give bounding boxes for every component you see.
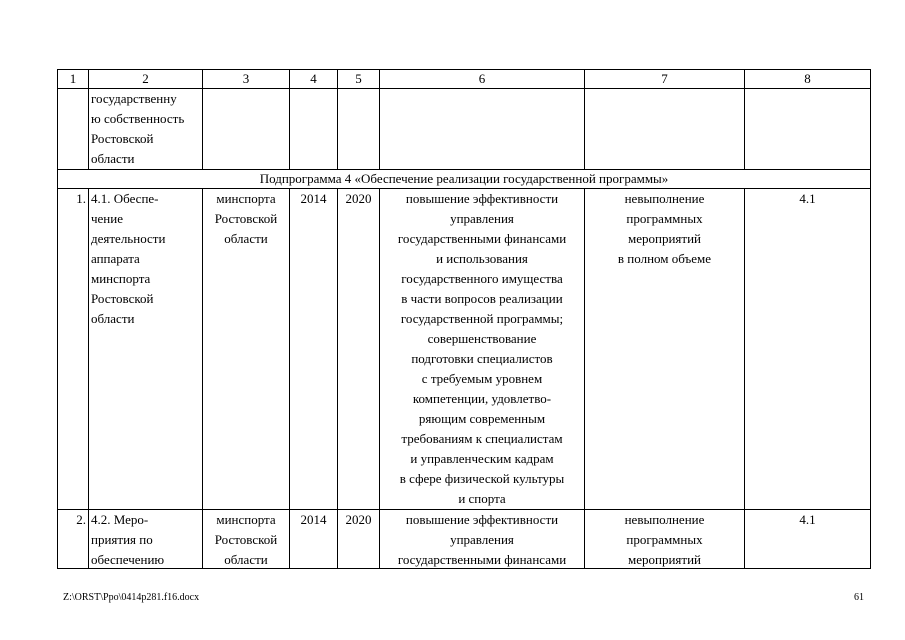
name-cell bbox=[89, 89, 203, 170]
cell-line: и управленческим кадрам bbox=[410, 451, 554, 466]
cell-line: с требуемым уровнем bbox=[421, 371, 543, 386]
page-number: 61 bbox=[854, 592, 864, 603]
cell-line: совершенствование bbox=[427, 331, 537, 346]
continuation-row bbox=[58, 89, 871, 170]
cell-line: минспорта bbox=[91, 271, 151, 286]
cell-line: мероприятий bbox=[628, 231, 701, 246]
cell-line: мероприятий bbox=[628, 552, 701, 567]
table-row bbox=[58, 189, 871, 510]
table-cell bbox=[338, 89, 380, 170]
table-cell bbox=[380, 89, 585, 170]
table-cell bbox=[203, 89, 290, 170]
cell-line: Ростовской bbox=[91, 291, 154, 306]
cell-line: государственной программы; bbox=[400, 311, 564, 326]
cell-line: управления bbox=[450, 211, 514, 226]
table-cell bbox=[745, 89, 871, 170]
cell-line: повышение эффективности bbox=[405, 512, 559, 527]
header-row bbox=[58, 70, 871, 89]
cell-line: программных bbox=[626, 211, 703, 226]
cell-line: ряющим современным bbox=[418, 411, 546, 426]
cell-line: и спорта bbox=[458, 491, 506, 506]
cell-line: минспорта bbox=[216, 191, 276, 206]
consequence-cell bbox=[585, 189, 745, 510]
table-cell bbox=[585, 89, 745, 170]
subprogram-title: Подпрограмма 4 «Обеспечение реализации государственной программы» bbox=[58, 170, 871, 189]
cell-line: управления bbox=[450, 532, 514, 547]
program-table bbox=[57, 69, 871, 569]
cell-line: невыполнение bbox=[624, 512, 705, 527]
cell-line: области bbox=[91, 151, 135, 166]
cell-line: государственными финансами bbox=[397, 552, 567, 567]
row-number: 2. bbox=[58, 510, 89, 569]
end-year: 2020 bbox=[338, 189, 380, 510]
cell-line: Ростовской bbox=[214, 211, 278, 226]
row-number: 1. bbox=[58, 189, 89, 510]
result-cell bbox=[380, 189, 585, 510]
result-cell bbox=[380, 510, 585, 569]
consequence-cell bbox=[585, 510, 745, 569]
name-cell bbox=[89, 189, 203, 510]
header-cell: 2 bbox=[89, 70, 203, 89]
header-cell: 1 bbox=[58, 70, 89, 89]
subprogram-row bbox=[58, 170, 871, 189]
header-cell: 7 bbox=[585, 70, 745, 89]
name-cell bbox=[89, 510, 203, 569]
indicator-link: 4.1 bbox=[745, 510, 871, 569]
header-cell: 3 bbox=[203, 70, 290, 89]
header-cell: 6 bbox=[380, 70, 585, 89]
cell-line: 4.2. Меро- bbox=[91, 512, 149, 527]
cell-line: 4.1. Обеспе- bbox=[91, 191, 159, 206]
cell-line: чение bbox=[91, 211, 123, 226]
indicator-link: 4.1 bbox=[745, 189, 871, 510]
cell-line: программных bbox=[626, 532, 703, 547]
header-cell: 4 bbox=[290, 70, 338, 89]
cell-line: приятия по bbox=[91, 532, 153, 547]
cell-line: в части вопросов реализации bbox=[401, 291, 563, 306]
cell-line: государственну bbox=[91, 91, 177, 106]
footer-file-path: Z:\ORST\Ppo\0414p281.f16.docx bbox=[63, 592, 200, 603]
table-cell bbox=[58, 89, 89, 170]
cell-line: деятельности bbox=[91, 231, 166, 246]
cell-line: требованиям к специалистам bbox=[401, 431, 563, 446]
cell-line: государственного имущества bbox=[401, 271, 563, 286]
cell-line: и использования bbox=[436, 251, 528, 266]
header-cell: 8 bbox=[745, 70, 871, 89]
cell-line: компетенции, удовлетво- bbox=[412, 391, 552, 406]
cell-line: подготовки специалистов bbox=[411, 351, 553, 366]
table-row bbox=[58, 510, 871, 569]
start-year: 2014 bbox=[290, 189, 338, 510]
cell-line: области bbox=[224, 231, 268, 246]
table-cell bbox=[290, 89, 338, 170]
executor-cell bbox=[203, 189, 290, 510]
cell-line: обеспечению bbox=[91, 552, 165, 567]
cell-line: государственными финансами bbox=[397, 231, 567, 246]
cell-line: в полном объеме bbox=[617, 251, 712, 266]
cell-line: области bbox=[224, 552, 268, 567]
cell-line: минспорта bbox=[216, 512, 276, 527]
cell-line: аппарата bbox=[91, 251, 140, 266]
cell-line: повышение эффективности bbox=[405, 191, 559, 206]
cell-line: невыполнение bbox=[624, 191, 705, 206]
cell-line: в сфере физической культуры bbox=[399, 471, 565, 486]
cell-line: области bbox=[91, 311, 135, 326]
cell-line: Ростовской bbox=[91, 131, 154, 146]
cell-line: Ростовской bbox=[214, 532, 278, 547]
end-year: 2020 bbox=[338, 510, 380, 569]
cell-line: ю собственность bbox=[91, 111, 185, 126]
executor-cell bbox=[203, 510, 290, 569]
start-year: 2014 bbox=[290, 510, 338, 569]
header-cell: 5 bbox=[338, 70, 380, 89]
